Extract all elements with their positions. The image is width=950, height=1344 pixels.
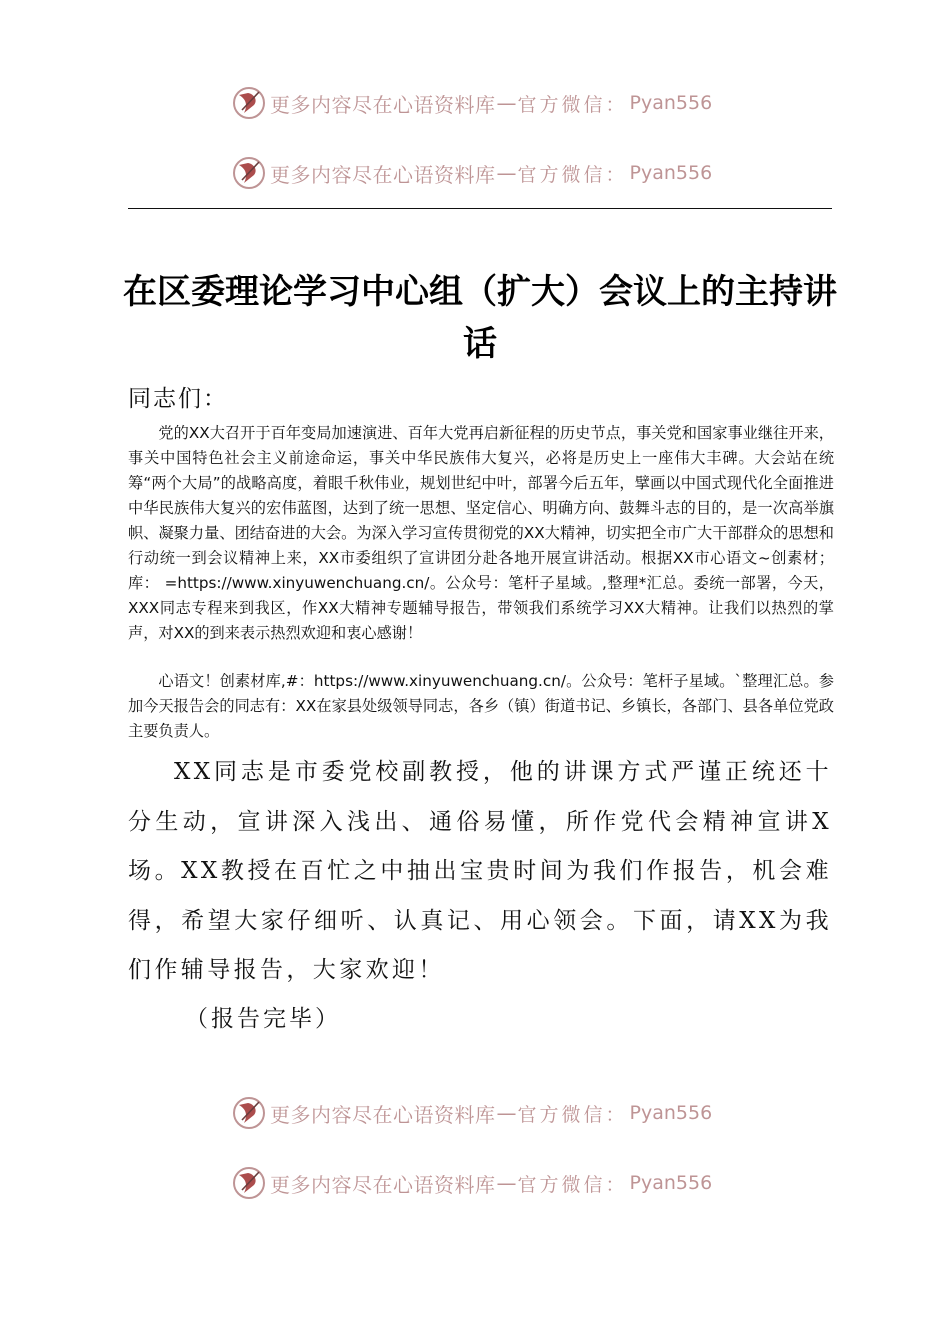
watermark-label: 官方微信： <box>517 1173 628 1196</box>
watermark-text: 更多内容尽在心语资料库 <box>270 1102 496 1127</box>
greeting: 同志们： <box>128 386 228 412</box>
paragraph-3: XX同志是市委党校副教授，他的讲课方式严谨正统还十分生动，宣讲深入浅出、通俗易懂，所作党代会精神宣讲X场。XX教授在百忙之中抽出宝贵时间为我们作报告，机会难得，希望大家仔细听、认真记、用心领会。下面，请XX为我们作辅导报告，大家欢迎！ <box>128 759 832 984</box>
watermark-separator: — <box>496 91 517 115</box>
watermark-label: 官方微信： <box>517 93 628 116</box>
watermark-id: Pyan556 <box>629 162 713 184</box>
watermark-separator: — <box>496 1101 517 1125</box>
watermark-id: Pyan556 <box>629 1172 713 1194</box>
closing-note: （报告完毕） <box>185 1006 341 1032</box>
watermark-top-1 <box>232 85 712 121</box>
watermark-label: 官方微信： <box>517 163 628 186</box>
watermark-bottom-1 <box>232 1095 712 1131</box>
brand-logo-icon <box>232 156 266 190</box>
watermark-text: 更多内容尽在心语资料库 <box>270 162 496 187</box>
paragraph-2: 心语文！创素材库,#：https://www.xinyuwenchuang.cn/。公众号：笔杆子星域。`整理汇总。参加今天报告会的同志有：XX在家县处级领导同志，各乡（镇）街道书记、乡镇长，各部门、县各单位党政主要负责人。 <box>128 672 834 740</box>
paragraph-1: 党的XX大召开于百年变局加速演进、百年大党再启新征程的历史节点，事关党和国家事业继往开来，事关中国特色社会主义前途命运，事关中华民族伟大复兴，必将是历史上一座伟大丰碑。大会站在统筹“两个大局”的战略高度，着眼千秋伟业，规划世纪中叶，部署今后五年，擘画以中国式现代化全面推进中华民族伟大复兴的宏伟蓝图，达到了统一思想、坚定信心、明确方向、鼓舞斗志的目的，是一次高举旗帜、凝聚力量、团结奋进的大会。为深入学习宣传贯彻党的XX大精神，切实把全市广大干部群众的思想和行动统一到会议精神上来，XX市委组织了宣讲团分赴各地开展宣讲活动。根据XX市心语文~创素材；库： =https://www.xinyuwenchuang.cn/。公众号：笔杆子星域。,整理*汇总。委统一部署，今天，XXX同志专程来到我区，作XX大精神专题辅导报告，带领我们系统学习XX大精神。让我们以热烈的掌声，对XX的到来表示热烈欢迎和衷心感谢！ <box>128 424 834 642</box>
brand-logo-icon <box>232 1096 266 1130</box>
watermark-text: 更多内容尽在心语资料库 <box>270 92 496 117</box>
brand-logo-icon <box>232 1166 266 1200</box>
document-title: 在区委理论学习中心组（扩大）会议上的主持讲话 <box>123 271 837 364</box>
watermark-label: 官方微信： <box>517 1103 628 1126</box>
watermark-id: Pyan556 <box>629 92 713 114</box>
watermark-separator: — <box>496 161 517 185</box>
brand-logo-icon <box>232 86 266 120</box>
header-divider <box>128 208 832 209</box>
watermark-id: Pyan556 <box>629 1102 713 1124</box>
watermark-top-2 <box>232 155 712 191</box>
watermark-text: 更多内容尽在心语资料库 <box>270 1172 496 1197</box>
watermark-bottom-2 <box>232 1165 712 1201</box>
watermark-separator: — <box>496 1171 517 1195</box>
